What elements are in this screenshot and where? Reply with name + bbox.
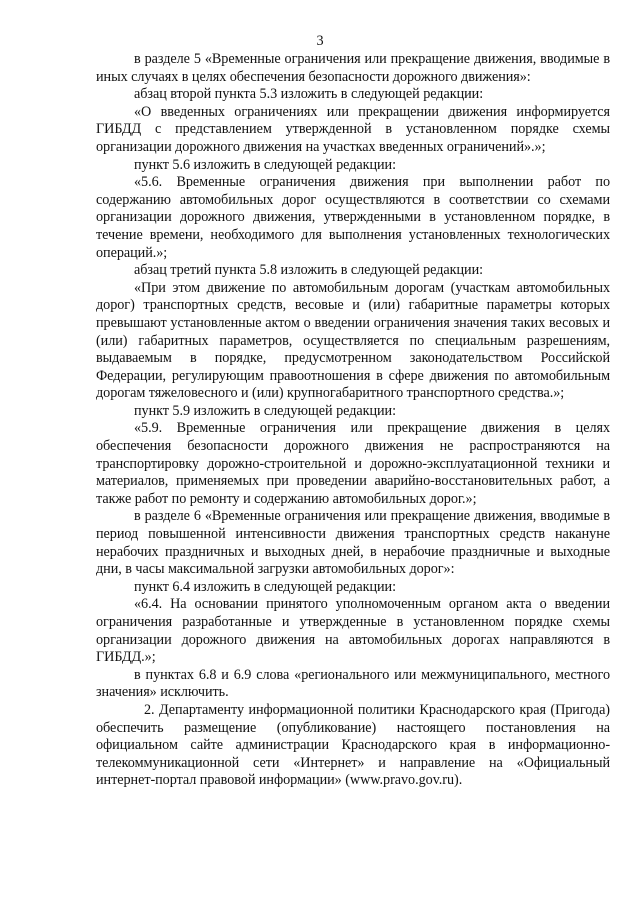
paragraph-5-3-instruction: абзац второй пункта 5.3 изложить в следующей редакции: — [134, 86, 484, 103]
paragraph-5-6-text: «5.6. Временные ограничения движения при выполнении работ по содержанию автомобильных дорог осуществляются в соответствии со схемами организации дорожного движения, утвержденными в установленном порядке, в течение времени, необходимого для выполнения установленных технологических операций.»; — [96, 174, 610, 261]
paragraph-section6-intro: в разделе 6 «Временные ограничения или прекращение движения, вводимые в период повышенной интенсивности движения транспортных средств накануне нерабочих праздничных и выходных дней, в нерабочие праздничные и выходные дни, в часы максимальной загрузки автомобильных дорог»: — [96, 508, 610, 578]
paragraph-6-4-instruction: пункт 6.4 изложить в следующей редакции: — [134, 578, 396, 595]
paragraph-5-9-instruction: пункт 5.9 изложить в следующей редакции: — [134, 402, 396, 419]
paragraph-5-3-text: «О введенных ограничениях или прекращении движения информируется ГИБДД с представлением утвержденной в установленном порядке схемы организации дорожного движения на участках введенных ограничений».»; — [96, 103, 610, 155]
paragraph-6-4-text: «6.4. На основании принятого уполномоченным органом акта о введении ограничения разработанные и утвержденные в установленном порядке схемы организации дорожного движения на автомобильных дорогах направляются в ГИБДД.»; — [96, 596, 610, 666]
paragraph-5-8-instruction: абзац третий пункта 5.8 изложить в следующей редакции: — [134, 262, 484, 279]
paragraph-5-6-instruction: пункт 5.6 изложить в следующей редакции: — [134, 156, 396, 173]
paragraph-5-8-text: «При этом движение по автомобильным дорогам (участкам автомобильных дорог) транспортных средств, весовые и (или) габаритные параметры которых превышают установленные актом о введении ограничения значения таких весовых и (или) габаритных параметров, осуществляется по специальным разрешениям, выдаваемым в порядке, предусмотренном законодательством Российской Федерации, регулирующим правоотношения в сфере движения по автомобильным дорогам тяжеловесного и (или) крупногабаритного транспортного средства.»; — [96, 279, 610, 402]
document-body — [96, 51, 610, 790]
paragraph-5-9-text: «5.9. Временные ограничения или прекращение движения в целях обеспечения безопасности дорожного движения не распространяются на транспортировку дорожно-строительной и дорожно-эксплуатационной техники и материалов, применяемых при проведении аварийно-восстановительных работ, а также работ по ремонту и содержанию автомобильных дорог.»; — [96, 420, 610, 507]
paragraph-item-2: 2. Департаменту информационной политики Краснодарского края (Пригода) обеспечить размещение (опубликование) настоящего постановления на официальном сайте администрации Краснодарского края в информационно-телекоммуникационной сети «Интернет» и направление на «Официальный интернет-портал правовой информации» (www.pravo.gov.ru). — [96, 701, 610, 789]
paragraph-section5-intro: в разделе 5 «Временные ограничения или прекращение движения, вводимые в иных случаях в целях обеспечения безопасности дорожного движения»: — [96, 51, 610, 85]
paragraph-6-8-6-9-text: в пунктах 6.8 и 6.9 слова «регионального или межмуниципального, местного значения» исключить. — [96, 666, 610, 701]
page-number: 3 — [316, 33, 324, 49]
